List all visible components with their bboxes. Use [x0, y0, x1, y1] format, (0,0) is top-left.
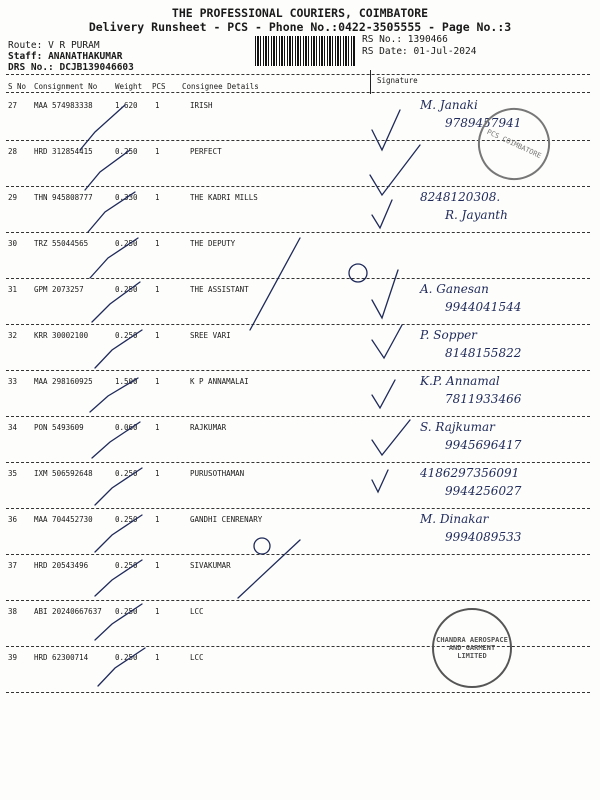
row-weight: 0.250 [115, 515, 138, 524]
row-consignment: TRZ 55044565 [34, 239, 89, 248]
row-separator [6, 186, 590, 187]
staff-line [8, 51, 122, 62]
row-sno: 35 [8, 469, 18, 478]
row-consignee: SREE VARI [190, 331, 231, 340]
rs-date-line [362, 46, 476, 57]
row-consignment: ABI 20240667637 [34, 607, 102, 616]
col-signature: Signature [377, 76, 418, 85]
row-pcs: 1 [155, 515, 160, 524]
row-pcs: 1 [155, 469, 160, 478]
signature-name: 8248120308. [420, 190, 501, 204]
row-consignment: MAA 574983338 [34, 101, 93, 110]
row-separator [6, 416, 590, 417]
signature-phone: 9789457941 [445, 116, 522, 130]
row-sno: 37 [8, 561, 18, 570]
drs-label: DRS No.: [8, 62, 54, 73]
table-row [0, 510, 600, 556]
signature-name: A. Ganesan [420, 282, 489, 296]
row-sno: 33 [8, 377, 18, 386]
rs-no-label: RS No.: [362, 34, 403, 45]
row-pcs: 1 [155, 423, 160, 432]
row-pcs: 1 [155, 239, 160, 248]
row-consignee: SIVAKUMAR [190, 561, 231, 570]
signature-phone: 9944041544 [445, 300, 522, 314]
row-weight: 0.250 [115, 469, 138, 478]
route-label: Route: [8, 40, 43, 51]
row-consignee: LCC [190, 607, 204, 616]
row-consignee: THE ASSISTANT [190, 285, 249, 294]
row-separator [6, 324, 590, 325]
drs-line [8, 62, 134, 73]
row-consignment: GPM 2073257 [34, 285, 84, 294]
row-pcs: 1 [155, 653, 160, 662]
row-weight: 0.060 [115, 423, 138, 432]
row-consignee: THE KADRI MILLS [190, 193, 258, 202]
row-sno: 39 [8, 653, 18, 662]
row-sno: 30 [8, 239, 18, 248]
signature-phone: 8148155822 [445, 346, 522, 360]
row-weight: 0.250 [115, 561, 138, 570]
row-separator [6, 278, 590, 279]
table-row [0, 326, 600, 372]
row-weight: 0.250 [115, 239, 138, 248]
row-separator [6, 370, 590, 371]
row-consignment: PON 5493609 [34, 423, 84, 432]
row-consignment: HRD 20543496 [34, 561, 89, 570]
document-subtitle: Delivery Runsheet - PCS - Phone No.:0422-3505555 - Page No.:3 [88, 20, 512, 34]
row-pcs: 1 [155, 101, 160, 110]
row-consignee: PURUSOTHAMAN [190, 469, 245, 478]
table-row [0, 372, 600, 418]
row-sno: 38 [8, 607, 18, 616]
table-top-rule [6, 74, 590, 75]
signature-phone: 9994089533 [445, 530, 522, 544]
signature-name: S. Rajkumar [420, 420, 495, 434]
table-header-rule [6, 92, 590, 93]
row-consignee: RAJKUMAR [190, 423, 227, 432]
col-weight: Weight [115, 82, 143, 91]
signature-name: 4186297356091 [420, 466, 520, 480]
rs-no-value: 1390466 [407, 34, 448, 45]
table-row [0, 464, 600, 510]
row-weight: 1.620 [115, 101, 138, 110]
col-consignee: Consignee Details [182, 82, 259, 91]
row-consignment: HRD 312854415 [34, 147, 93, 156]
row-sno: 31 [8, 285, 18, 294]
row-weight: 0.250 [115, 331, 138, 340]
row-sno: 28 [8, 147, 18, 156]
col-consignment: Consignment No [34, 82, 98, 91]
row-separator [6, 600, 590, 601]
signature-phone: 7811933466 [445, 392, 522, 406]
row-sno: 36 [8, 515, 18, 524]
table-row [0, 234, 600, 280]
signature-name: M. Janaki [420, 98, 478, 112]
rs-no-line [362, 34, 448, 45]
signature-divider [370, 70, 371, 94]
row-pcs: 1 [155, 561, 160, 570]
row-weight: 0.250 [115, 653, 138, 662]
row-consignment: MAA 704452730 [34, 515, 93, 524]
table-row [0, 418, 600, 464]
row-separator [6, 462, 590, 463]
row-weight: 0.250 [115, 607, 138, 616]
row-consignee: K P ANNAMALAI [190, 377, 249, 386]
signature-phone: 9944256027 [445, 484, 522, 498]
row-pcs: 1 [155, 147, 160, 156]
row-consignee: GANDHI CENRENARY [190, 515, 263, 524]
rs-date-value: 01-Jul-2024 [413, 46, 477, 57]
row-weight: 0.330 [115, 193, 138, 202]
row-weight: 0.250 [115, 285, 138, 294]
route-line [8, 40, 100, 51]
signature-phone: 9945696417 [445, 438, 522, 452]
row-sno: 34 [8, 423, 18, 432]
row-separator [6, 508, 590, 509]
row-consignment: HRD 62300714 [34, 653, 89, 662]
row-separator [6, 554, 590, 555]
signature-name: K.P. Annamal [420, 374, 500, 388]
row-consignee: THE DEPUTY [190, 239, 236, 248]
col-pcs: PCS [152, 82, 166, 91]
staff-value: ANANATHAKUMAR [48, 51, 123, 62]
signature-name: M. Dinakar [420, 512, 489, 526]
row-sno: 27 [8, 101, 18, 110]
col-sno: S No [8, 82, 27, 91]
row-sno: 29 [8, 193, 18, 202]
row-sno: 32 [8, 331, 18, 340]
row-consignment: MAA 298160925 [34, 377, 93, 386]
row-consignee: IRISH [190, 101, 213, 110]
row-pcs: 1 [155, 193, 160, 202]
row-separator [6, 692, 590, 693]
row-pcs: 1 [155, 377, 160, 386]
table-row [0, 556, 600, 602]
row-consignment: THN 945808777 [34, 193, 93, 202]
route-value: V R PURAM [48, 40, 100, 51]
drs-value: DCJB139046603 [59, 62, 134, 73]
signature-phone: R. Jayanth [445, 208, 508, 222]
row-consignee: LCC [190, 653, 204, 662]
row-separator [6, 232, 590, 233]
row-weight: 1.500 [115, 377, 138, 386]
rs-date-label: RS Date: [362, 46, 408, 57]
company-stamp-top: PCS COIMBATORE [466, 96, 562, 192]
signature-name: P. Sopper [420, 328, 477, 342]
row-pcs: 1 [155, 607, 160, 616]
staff-label: Staff: [8, 51, 43, 62]
table-row [0, 280, 600, 326]
row-consignee: PERFECT [190, 147, 222, 156]
row-consignment: IXM 506592648 [34, 469, 93, 478]
row-weight: 0.250 [115, 147, 138, 156]
row-consignment: KRR 30002100 [34, 331, 89, 340]
row-pcs: 1 [155, 285, 160, 294]
company-stamp-bottom: CHANDRA AEROSPACE AND GARMENT LIMITED [432, 608, 512, 688]
document-title: THE PROFESSIONAL COURIERS, COIMBATORE [171, 6, 429, 20]
table-row [0, 188, 600, 234]
barcode [255, 36, 355, 66]
row-pcs: 1 [155, 331, 160, 340]
